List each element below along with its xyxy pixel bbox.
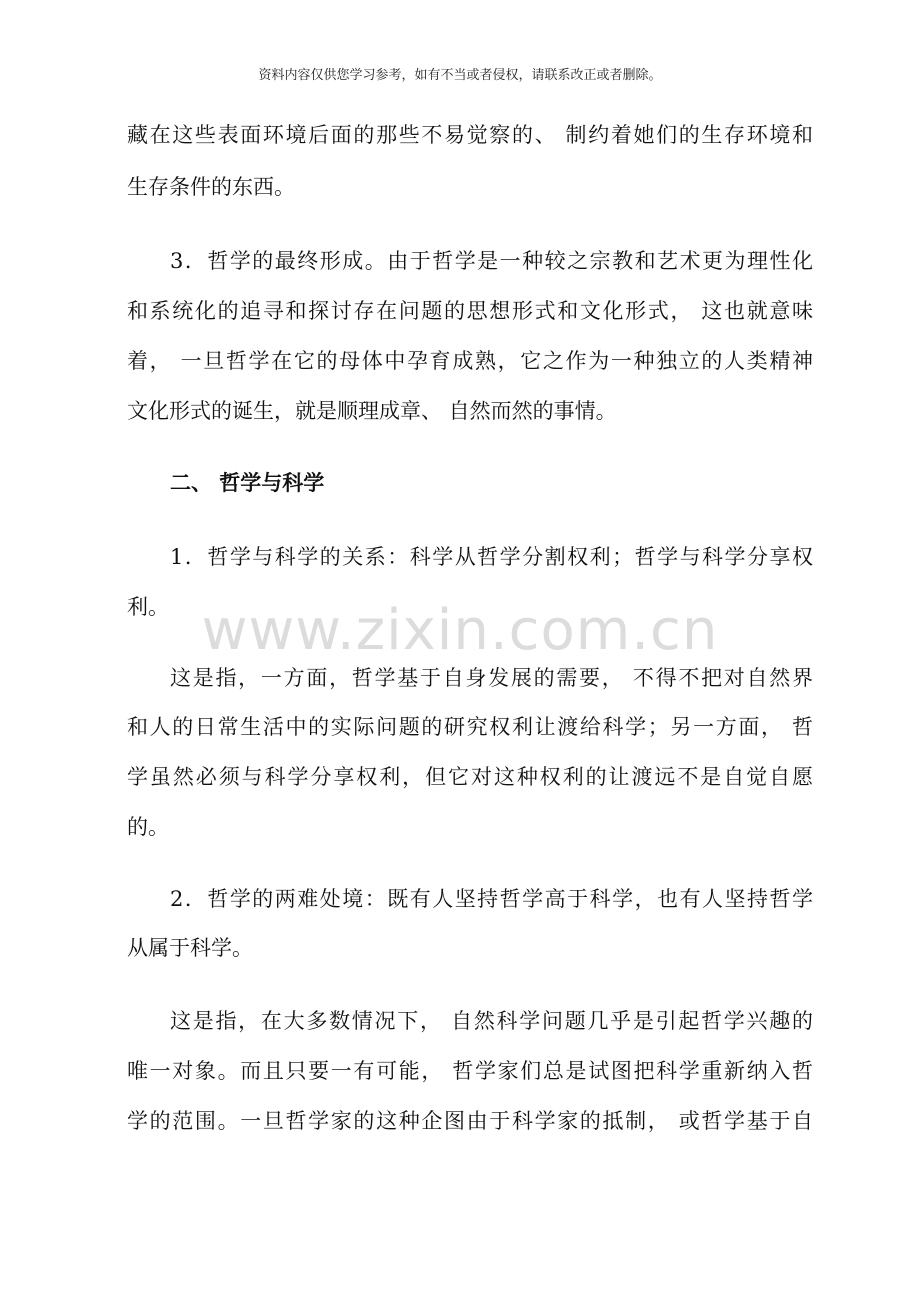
paragraph-first-line: 2．哲学的两难处境：既有人坚持哲学高于科学，也有人坚持哲学 [170, 887, 813, 911]
body-line: 生存条件的东西。 [127, 175, 295, 199]
body-line: 唯一对象。而且只要一有可能， 哲学家们总是试图把科学重新纳入哲 [127, 1059, 813, 1083]
body-line: 和系统化的追寻和探讨存在问题的思想形式和文化形式， 这也就意味 [127, 299, 813, 323]
paragraph-first-line: 这是指，一方面，哲学基于自身发展的需要， 不得不把对自然界 [170, 666, 813, 690]
body-line: 学的范围。一旦哲学家的这种企图由于科学家的抵制， 或哲学基于自 [127, 1109, 813, 1133]
body-line: 学虽然必须与科学分享权利，但它对这种权利的让渡远不是自觉自愿 [127, 765, 813, 789]
body-line: 从属于科学。 [127, 936, 253, 960]
paragraph-first-line: 这是指，在大多数情况下， 自然科学问题几乎是引起哲学兴趣的 [170, 1009, 813, 1033]
body-line: 藏在这些表面环境后面的那些不易觉察的、 制约着她们的生存环境和 [127, 123, 813, 147]
watermark: www.zixin.com.cn [201, 598, 719, 663]
document-header-note: 资料内容仅供您学习参考，如有不当或者侵权，请联系改正或者删除。 [258, 68, 662, 83]
body-line: 的。 [127, 815, 169, 839]
paragraph-first-line: 3．哲学的最终形成。由于哲学是一种较之宗教和艺术更为理性化 [170, 249, 813, 273]
body-line: 和人的日常生活中的实际问题的研究权利让渡给科学；另一方面， 哲 [127, 715, 813, 739]
body-line: 利。 [127, 595, 169, 619]
body-line: 着， 一旦哲学在它的母体中孕育成熟，它之作为一种独立的人类精神 [127, 349, 813, 373]
section-heading: 二、 哲学与科学 [170, 471, 325, 495]
body-line: 文化形式的诞生，就是顺理成章、 自然而然的事情。 [127, 399, 617, 423]
paragraph-first-line: 1．哲学与科学的关系：科学从哲学分割权利；哲学与科学分享权 [170, 545, 813, 569]
